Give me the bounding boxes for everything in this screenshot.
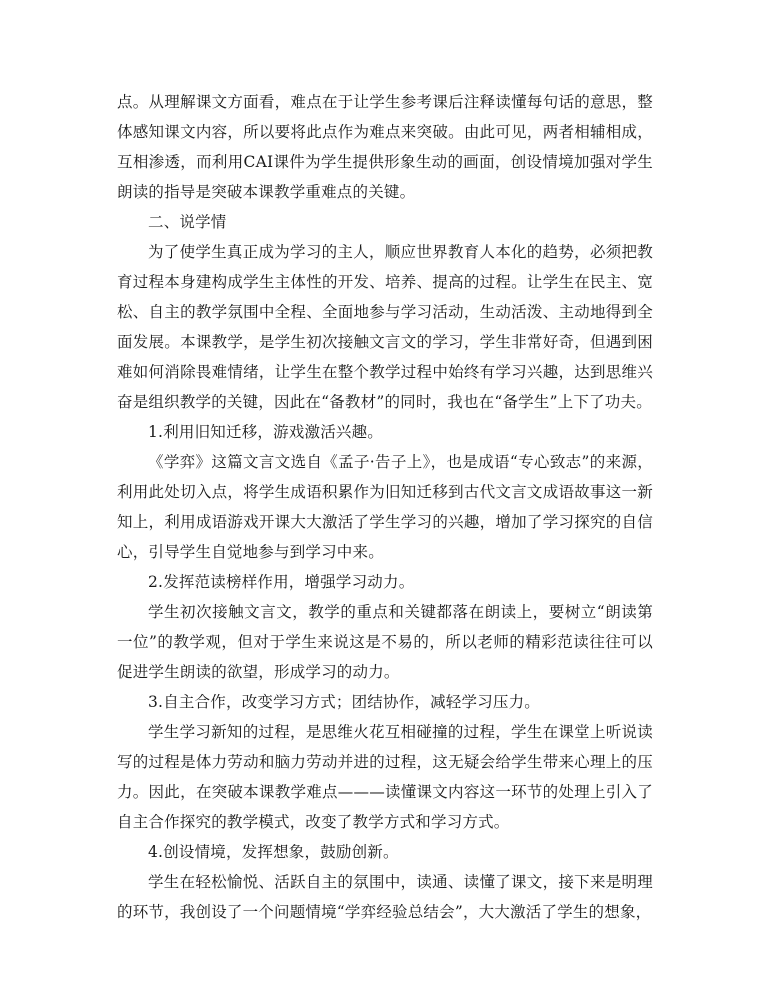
paragraph-3: 学生学习新知的过程，是思维火花互相碰撞的过程，学生在课堂上听说读写的过程是体力劳动和脑力劳动并进的过程，这无疑会给学生带来心理上的压力。因此，在突破本课教学难点———读懂课文内容这一环节的处理上引入了自主合作探究的教学模式，改变了教学方式和学习方式。 [117, 723, 653, 831]
paragraph-4: 学生在轻松愉悦、活跃自主的氛围中，读通、读懂了课文，接下来是明理的环节，我创设了一个问题情境“学弈经验总结会”，大大激活了学生的想象， [117, 873, 653, 921]
section-heading-student-situation: 二、说学情 [148, 213, 227, 231]
paragraph-2: 学生初次接触文言文，教学的重点和关键都落在朗读上，要树立“朗读第一位”的教学观，但对于学生来说这是不易的，所以老师的精彩范读往往可以促进学生朗读的欲望，形成学习的动力。 [117, 603, 653, 681]
subheading-1: 1.利用旧知迁移，游戏激活兴趣。 [148, 423, 383, 441]
subheading-3: 3.自主合作，改变学习方式；团结协作，减轻学习压力。 [148, 693, 540, 711]
subheading-4: 4.创设情境，发挥想象，鼓励创新。 [148, 843, 399, 861]
paragraph-difficulty-analysis: 点。从理解课文方面看，难点在于让学生参考课后注释读懂每句话的意思，整体感知课文内容，所以要将此点作为难点来突破。由此可见，两者相辅相成，互相渗透，而利用CAI课件为学生提供形象生动的画面，创设情境加强对学生朗读的指导是突破本课教学重难点的关键。 [117, 93, 653, 201]
subheading-2: 2.发挥范读榜样作用，增强学习动力。 [148, 573, 415, 591]
document-body [117, 87, 653, 927]
paragraph-1: 《学弈》这篇文言文选自《孟子·告子上》，也是成语“专心致志”的来源，利用此处切入点，将学生成语积累作为旧知迁移到古代文言文成语故事这一新知上，利用成语游戏开课大大激活了学生学习的兴趣，增加了学习探究的自信心，引导学生自觉地参与到学习中来。 [117, 453, 653, 561]
paragraph-student-situation: 为了使学生真正成为学习的主人，顺应世界教育人本化的趋势，必须把教育过程本身建构成学生主体性的开发、培养、提高的过程。让学生在民主、宽松、自主的教学氛围中全程、全面地参与学习活动，生动活泼、主动地得到全面发展。本课教学，是学生初次接触文言文的学习，学生非常好奇，但遇到困难如何消除畏难情绪，让学生在整个教学过程中始终有学习兴趣，达到思维兴奋是组织教学的关键，因此在“备教材”的同时，我也在“备学生”上下了功夫。 [117, 243, 653, 411]
